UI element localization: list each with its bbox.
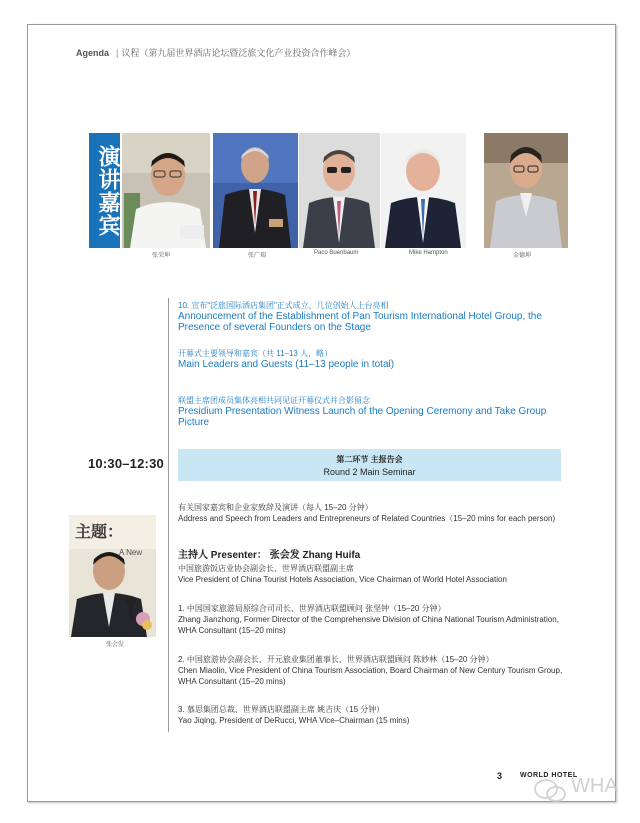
talk-2	[178, 654, 573, 687]
watermark-text: WHA	[571, 775, 618, 797]
speaker-caption-4: Mike Hampton	[409, 250, 448, 256]
presenter-photo-caption: 张会发	[106, 642, 125, 648]
agenda-item-2	[178, 348, 573, 370]
seminar-intro	[178, 502, 573, 524]
presenter-photo-banner: 主题：	[75, 522, 124, 541]
talk-2-zh: 2. 中国旅游协会副会长、开元旅业集团董事长、世界酒店联盟顾问 陈妙林（15–20 分钟）	[178, 655, 494, 664]
speaker-caption-1: 张荣坤	[152, 253, 171, 259]
talk-1	[178, 603, 573, 636]
speaker-photo-5	[484, 133, 568, 248]
page-number: 3	[497, 771, 503, 781]
footer-brand: WORLD HOTEL	[520, 772, 578, 779]
agenda-item-2-zh: 开幕式主要领导和嘉宾（共 11–13 人，略）	[178, 349, 333, 358]
speaker-photo-3	[299, 133, 380, 248]
speaker-caption-3: Paco Buenbaum	[314, 250, 359, 256]
wechat-icon	[533, 777, 567, 805]
agenda-item-3	[178, 395, 573, 428]
presenter-block	[178, 550, 573, 585]
speaker-photo-4	[381, 133, 466, 248]
timeline-line	[168, 298, 169, 732]
talk-1-zh: 1. 中国国家旅游局原综合司司长、世界酒店联盟顾问 张坚钟（15–20 分钟）	[178, 604, 446, 613]
page-header	[76, 46, 355, 59]
header-agenda: Agenda	[76, 48, 110, 58]
talk-3	[178, 704, 573, 726]
presenter-label: 主持人 Presenter： 张会发 Zhang Huifa	[178, 550, 361, 561]
agenda-item-2-en: Main Leaders and Guests (11–13 people in total)	[178, 359, 395, 370]
agenda-item-3-en: Presidium Presentation Witness Launch of the Opening Ceremony and Take Group Picture	[178, 406, 547, 428]
speakers-title	[89, 133, 120, 248]
speaker-photo-2	[213, 133, 298, 248]
watermark	[533, 775, 623, 807]
round-title-zh: 第二环节 主报告会	[336, 455, 403, 464]
seminar-intro-en: Address and Speech from Leaders and Entrepreneurs of Related Countries（15–20 mins for each person)	[178, 514, 556, 523]
speakers-title-text: 演讲嘉宾	[95, 144, 120, 237]
talk-3-en: Yao Jiqing, President of DeRucci, WHA Vice–Chairman (15 mins)	[178, 716, 410, 725]
session-time: 10:30–12:30	[88, 456, 164, 471]
agenda-item-1-en: Announcement of the Establishment of Pan Tourism International Hotel Group, the Presence of several Founders on the Stage	[178, 311, 542, 333]
header-title: 议程（第九届世界酒店论坛暨泛旅文化产业投资合作峰会）	[121, 48, 356, 58]
header-separator: |	[116, 48, 119, 58]
talk-1-en: Zhang Jianzhong, Former Director of the Comprehensive Division of China National Tourism Administration, WHA Consultant (15–20 mins)	[178, 615, 559, 635]
round-banner	[178, 449, 561, 481]
speaker-band	[89, 133, 569, 248]
seminar-intro-zh: 有关国家嘉宾和企业家致辞及演讲（每人 15–20 分钟）	[178, 503, 373, 512]
speaker-caption-2: 张广瑞	[248, 253, 267, 259]
speaker-photo-1	[122, 133, 210, 248]
presenter-photo-banner-sub: A New	[119, 548, 143, 557]
agenda-item-3-zh: 联盟主席团成员集体亮相共同见证开幕仪式并合影留念	[178, 396, 370, 405]
presenter-title-en: Vice President of China Tourist Hotels Association, Vice Chairman of World Hotel Association	[178, 575, 507, 584]
talk-2-en: Chen Miaolin, Vice President of China Tourism Association, Board Chairman of New Century Tourism Group, WHA Consultant (15–20 mins)	[178, 666, 563, 686]
round-title-en: Round 2 Main Seminar	[323, 467, 416, 477]
speaker-caption-5: 金德坤	[513, 253, 532, 259]
presenter-title-zh: 中国旅游饭店业协会副会长、世界酒店联盟副主席	[178, 564, 354, 573]
talk-3-zh: 3. 慕思集团总裁、世界酒店联盟副主席 姚吉庆（15 分钟）	[178, 705, 385, 714]
agenda-item-1	[178, 300, 573, 333]
agenda-item-1-zh: 10. 宣布“泛旅国际酒店集团”正式成立，几位创始人上台亮相	[178, 301, 389, 310]
presenter-photo	[69, 515, 156, 637]
